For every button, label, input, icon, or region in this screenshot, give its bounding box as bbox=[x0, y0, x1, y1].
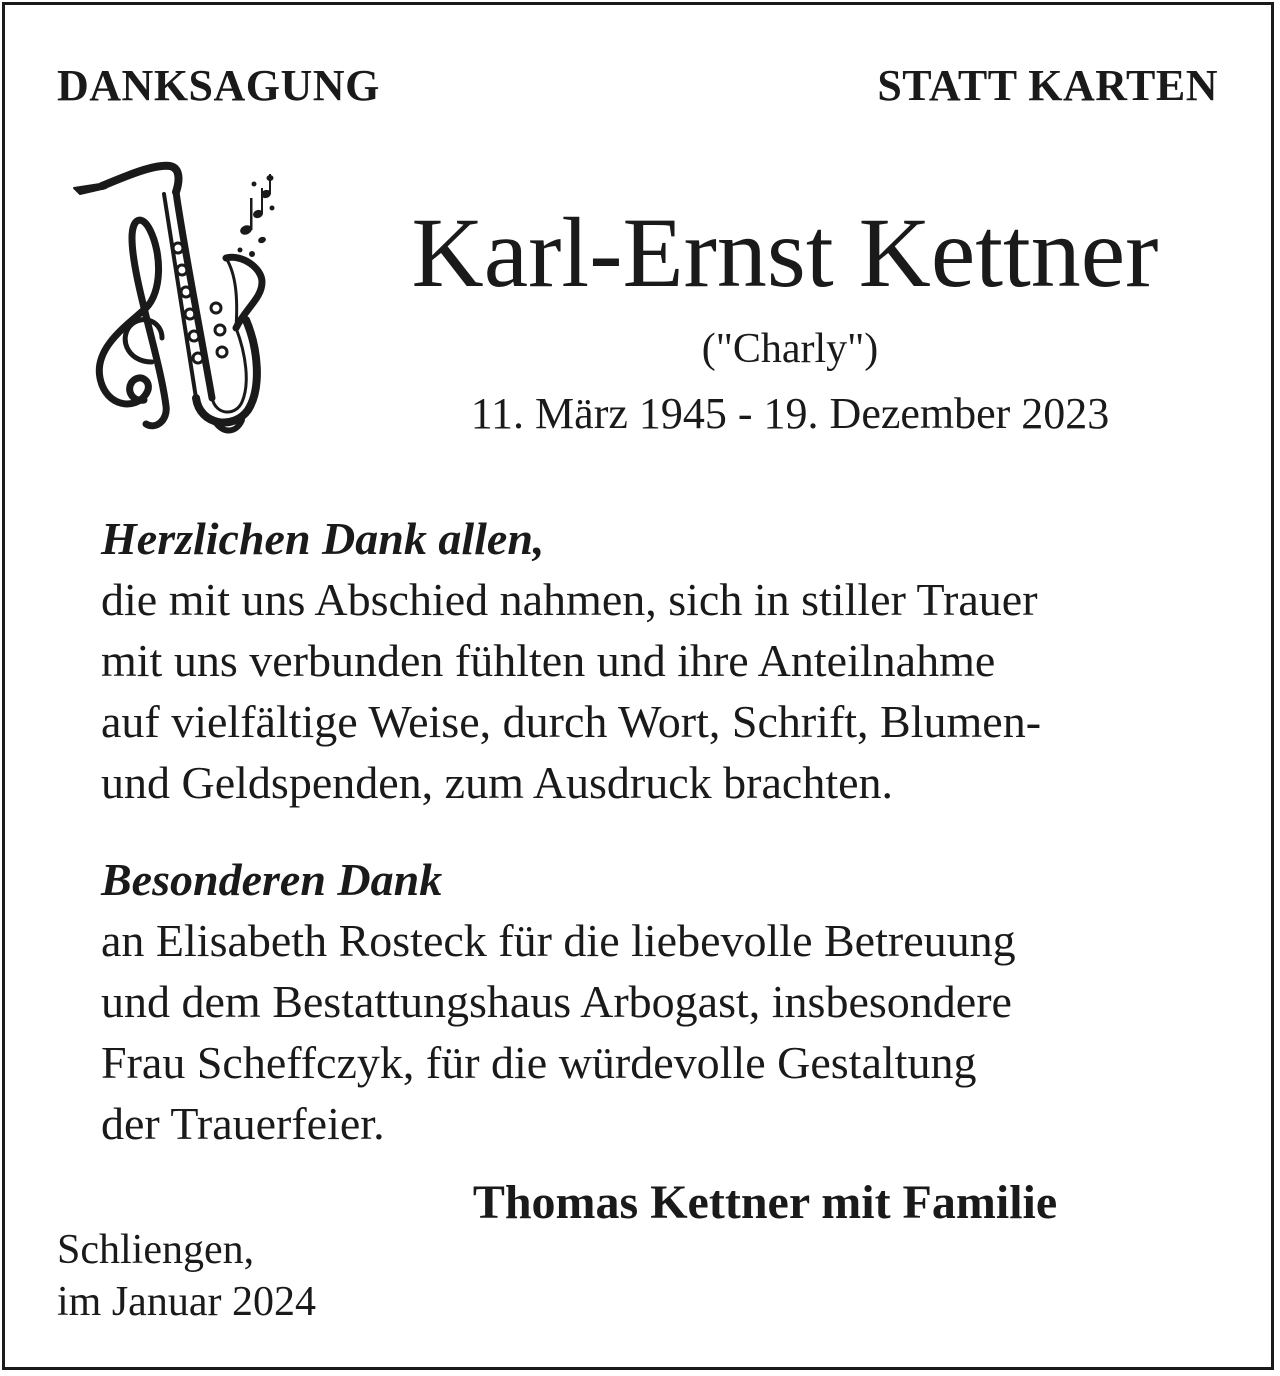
special-thanks-section bbox=[101, 849, 1221, 1154]
special-thanks-heading: Besonderen Dank bbox=[101, 854, 443, 905]
special-thanks-line: Frau Scheffczyk, für die würdevolle Gestaltung bbox=[101, 1037, 977, 1088]
place-city: Schliengen, bbox=[57, 1227, 255, 1273]
deceased-name: Karl-Ernst Kettner bbox=[411, 197, 1159, 308]
thanks-line: und Geldspenden, zum Ausdruck brachten. bbox=[101, 757, 894, 808]
place-and-date bbox=[57, 1224, 316, 1328]
place-date: im Januar 2024 bbox=[57, 1279, 316, 1325]
deceased-nickname: ("Charly") bbox=[701, 326, 879, 372]
thanks-line: auf vielfältige Weise, durch Wort, Schrift, Blumen- bbox=[101, 696, 1042, 747]
saxophone-treble-clef-icon bbox=[66, 158, 288, 440]
signature: Thomas Kettner mit Familie bbox=[472, 1176, 1058, 1229]
header-statt-karten: STATT KARTEN bbox=[877, 61, 1218, 110]
life-dates: 11. März 1945 - 19. Dezember 2023 bbox=[470, 389, 1110, 438]
thanks-heading: Herzlichen Dank allen, bbox=[101, 513, 545, 564]
header-danksagung: DANKSAGUNG bbox=[57, 61, 380, 110]
special-thanks-line: und dem Bestattungshaus Arbogast, insbesondere bbox=[101, 976, 1012, 1027]
special-thanks-line: an Elisabeth Rosteck für die liebevolle Betreuung bbox=[101, 915, 1016, 966]
thanks-line: mit uns verbunden fühlten und ihre Anteilnahme bbox=[101, 635, 996, 686]
thanks-line: die mit uns Abschied nahmen, sich in stiller Trauer bbox=[101, 574, 1038, 625]
thanks-section bbox=[101, 508, 1221, 813]
special-thanks-line: der Trauerfeier. bbox=[101, 1098, 385, 1149]
